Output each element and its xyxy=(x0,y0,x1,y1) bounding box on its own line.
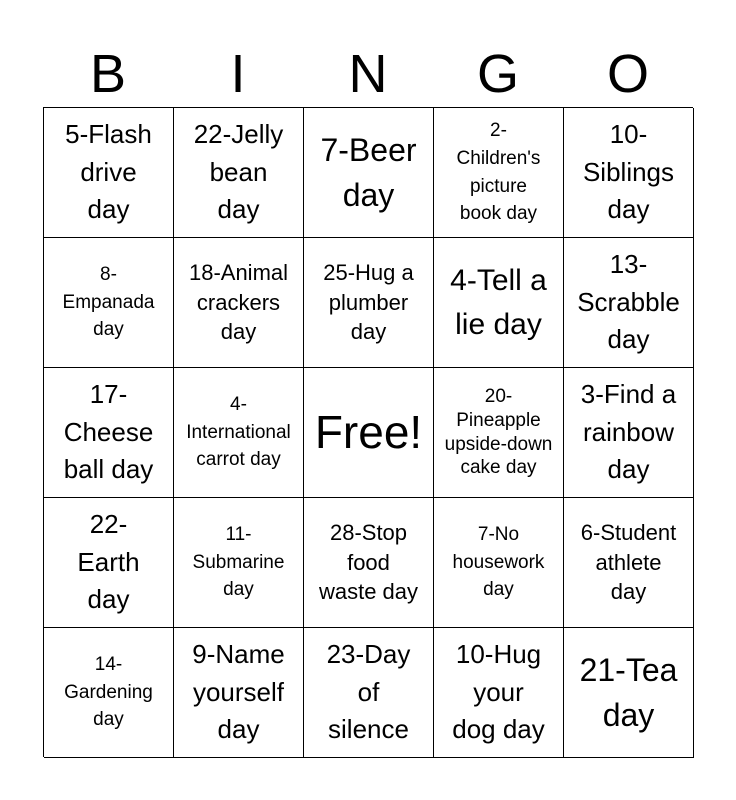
bingo-cell-r3-c2[interactable] xyxy=(174,368,304,498)
cell-text: 14- Gardening day xyxy=(64,654,153,731)
bingo-cell-r4-c4[interactable] xyxy=(434,498,564,628)
cell-text: 5-Flash drive day xyxy=(65,118,152,225)
bingo-cell-r1-c1[interactable] xyxy=(44,108,174,238)
cell-text: 8- Empanada day xyxy=(62,264,155,341)
bingo-board xyxy=(43,107,693,757)
cell-text: 4- International carrot day xyxy=(186,394,291,471)
bingo-cell-r1-c3[interactable] xyxy=(304,108,434,238)
cell-text: 6-Student athlete day xyxy=(580,519,677,605)
bingo-cell-r5-c3[interactable] xyxy=(304,628,434,758)
cell-text: 2- Children's picture book day xyxy=(456,120,541,225)
bingo-cell-r4-c1[interactable] xyxy=(44,498,174,628)
bingo-cell-r2-c1[interactable] xyxy=(44,238,174,368)
header-letter-n: N xyxy=(348,44,388,104)
bingo-cell-r2-c4[interactable] xyxy=(434,238,564,368)
bingo-header xyxy=(43,40,693,108)
bingo-cell-r3-c1[interactable] xyxy=(44,368,174,498)
cell-text: 18-Animal crackers day xyxy=(188,259,289,345)
header-letter-b: B xyxy=(89,44,127,104)
cell-text: 7-No housework day xyxy=(452,524,545,601)
bingo-cell-r1-c5[interactable] xyxy=(564,108,694,238)
bingo-cell-r5-c2[interactable] xyxy=(174,628,304,758)
cell-text: 21-Tea day xyxy=(579,651,678,733)
cell-text: 11- Submarine day xyxy=(192,524,285,601)
header-letter-g: G xyxy=(476,44,519,104)
cell-text: 10-Hug your dog day xyxy=(452,638,545,745)
bingo-cell-r4-c5[interactable] xyxy=(564,498,694,628)
bingo-cell-r5-c5[interactable] xyxy=(564,628,694,758)
bingo-cell-r1-c2[interactable] xyxy=(174,108,304,238)
bingo-cell-r2-c2[interactable] xyxy=(174,238,304,368)
bingo-cell-r1-c4[interactable] xyxy=(434,108,564,238)
cell-text: 28-Stop food waste day xyxy=(318,519,419,605)
bingo-cell-r5-c1[interactable] xyxy=(44,628,174,758)
bingo-cell-free[interactable] xyxy=(304,368,434,498)
header-letter-i: I xyxy=(230,44,246,104)
cell-text: 25-Hug a plumber day xyxy=(323,259,414,345)
cell-text: 4-Tell a lie day xyxy=(450,264,547,341)
cell-text: 10- Siblings day xyxy=(582,118,675,225)
bingo-cell-r4-c2[interactable] xyxy=(174,498,304,628)
cell-text: 17- Cheese ball day xyxy=(63,378,154,485)
cell-text: 22- Earth day xyxy=(77,508,140,615)
bingo-cell-r3-c5[interactable] xyxy=(564,368,694,498)
bingo-cell-r2-c3[interactable] xyxy=(304,238,434,368)
cell-text: 23-Day of silence xyxy=(326,638,411,745)
cell-text: 20- Pineapple upside-down cake day xyxy=(444,386,553,479)
cell-text: 7-Beer day xyxy=(320,131,417,213)
bingo-cell-r3-c4[interactable] xyxy=(434,368,564,498)
bingo-cell-r2-c5[interactable] xyxy=(564,238,694,368)
bingo-cell-r5-c4[interactable] xyxy=(434,628,564,758)
free-space-text: Free! xyxy=(314,406,423,459)
cell-text: 13- Scrabble day xyxy=(577,248,680,355)
header-letter-o: O xyxy=(606,44,649,104)
bingo-cell-r4-c3[interactable] xyxy=(304,498,434,628)
cell-text: 9-Name yourself day xyxy=(192,638,285,745)
cell-text: 22-Jelly bean day xyxy=(193,118,284,225)
cell-text: 3-Find a rainbow day xyxy=(580,378,677,485)
